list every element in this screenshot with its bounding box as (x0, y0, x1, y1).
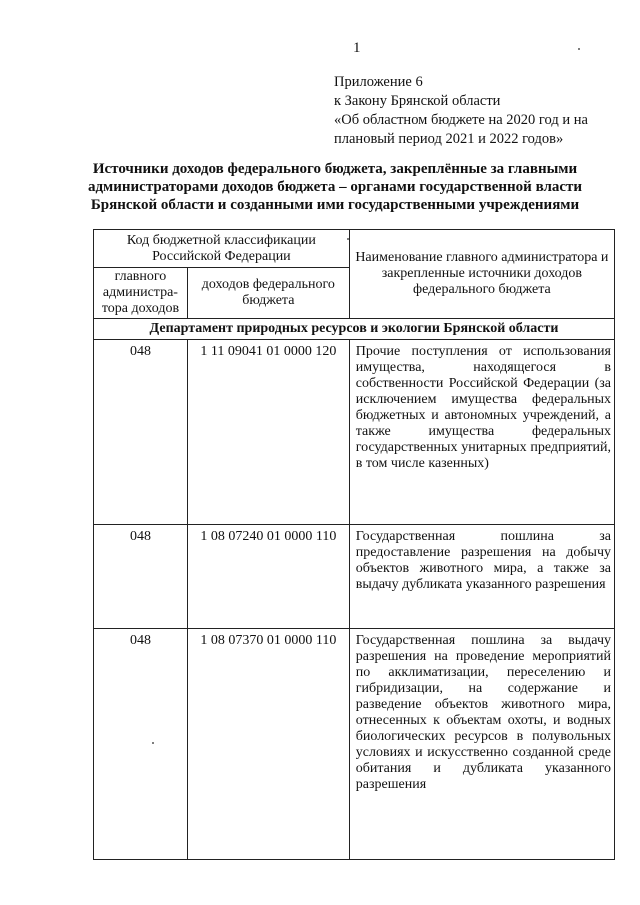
income-code-cell: 1 08 07240 01 0000 110 (187, 525, 349, 629)
admin-code-cell: 048 (94, 629, 188, 860)
income-name-cell: Государственная пошлина за предоставление разрешения на добычу объектов животного мира, а также за выдачу дубликата указанного разрешения (349, 525, 614, 629)
appendix-line: к Закону Брянской области (334, 93, 501, 109)
appendix-line: «Об областном бюджете на 2020 год и на (334, 112, 588, 128)
header-admin-code: главного администра-тора доходов (94, 268, 188, 319)
department-heading: Департамент природных ресурсов и экологии Брянской области (94, 319, 615, 340)
income-name-cell: Прочие поступления от использования имущества, находящегося в собственности Российской Федерации (за исключением имущества федеральных бюджетных и автономных учреждений, а также имущества федеральных государственных унитарных предприятий, в том числе казенных) (349, 340, 614, 525)
title-line: Источники доходов федерального бюджета, закреплённые за главными (92, 161, 578, 177)
scan-speck (152, 742, 154, 744)
appendix-note (334, 73, 588, 149)
scan-speck (578, 48, 580, 50)
income-sources-table (93, 229, 615, 860)
table-row (94, 629, 615, 860)
table-row (94, 525, 615, 629)
title-line: администраторами доходов бюджета – органами государственной власти (87, 179, 583, 195)
page-number: 1 (353, 40, 361, 56)
appendix-line: Приложение 6 (334, 74, 423, 90)
appendix-line: плановый период 2021 и 2022 годов» (334, 131, 564, 147)
header-classification-code: Код бюджетной классификации Российской Федерации (94, 230, 350, 268)
income-code-cell: 1 11 09041 01 0000 120 (187, 340, 349, 525)
scan-speck (347, 238, 349, 240)
income-code-cell: 1 08 07370 01 0000 110 (187, 629, 349, 860)
income-name-cell: Государственная пошлина за выдачу разрешения на проведение мероприятий по акклиматизации, переселению и гибридизации, на содержание и разведение объектов животного мира, отнесенных к объектам охоты, и водных биологических ресурсов в полувольных условиях и искусственно созданной среде обитания и дубликата указанного разрешения (349, 629, 614, 860)
admin-code-cell: 048 (94, 340, 188, 525)
table-row (94, 340, 615, 525)
admin-code-cell: 048 (94, 525, 188, 629)
header-administrator-name: Наименование главного администратора и закрепленные источники доходов федерального бюджета (349, 230, 614, 319)
header-income-code: доходов федерального бюджета (187, 268, 349, 319)
document-title (70, 160, 600, 214)
title-line: Брянской области и созданными ими государственными учреждениями (90, 197, 580, 213)
